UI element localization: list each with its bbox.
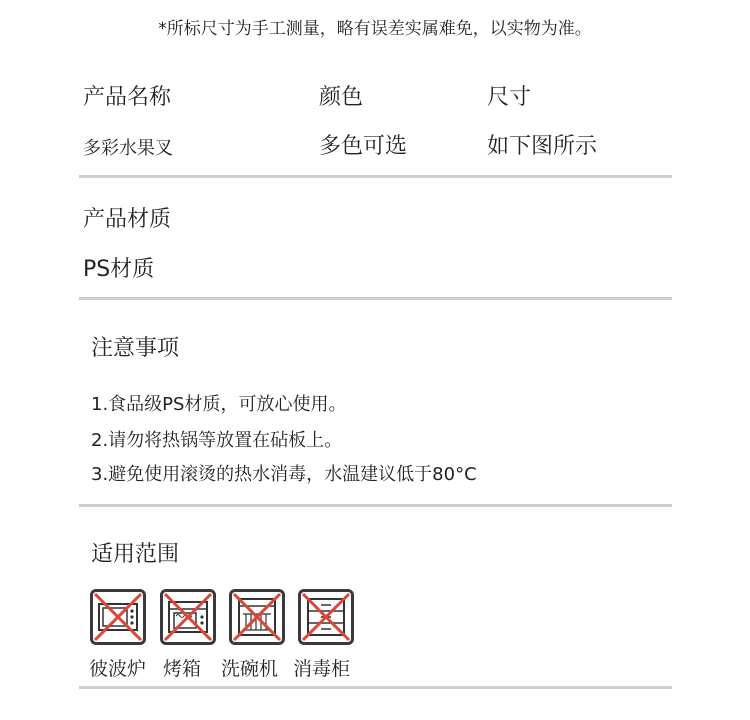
notice-item: 3.避免使用滚烫的热水消毒，水温建议低于80°C	[91, 464, 477, 485]
divider	[79, 175, 672, 178]
usage-label-dishwasher: 洗碗机	[221, 658, 279, 680]
notice-title: 注意事项	[91, 336, 180, 361]
material-label: 产品材质	[83, 207, 172, 232]
sterilizer-cabinet-icon	[298, 589, 354, 645]
notice-item: 1.食品级PS材质，可放心使用。	[91, 394, 347, 415]
size-label: 尺寸	[487, 85, 532, 110]
microwave-icon	[90, 589, 146, 645]
oven-icon	[160, 589, 216, 645]
product-name-value: 多彩水果叉	[83, 138, 173, 159]
usage-label-microwave: 彼波炉	[89, 658, 147, 680]
divider	[79, 297, 672, 300]
usage-label-sterilizer: 消毒柜	[293, 658, 351, 680]
dishwasher-icon	[229, 589, 285, 645]
color-value: 多色可选	[319, 134, 408, 159]
color-label: 颜色	[319, 85, 364, 110]
usage-title: 适用范围	[91, 542, 180, 567]
material-value: PS材质	[83, 257, 155, 282]
size-value: 如下图所示	[487, 134, 598, 159]
usage-label-oven: 烤箱	[163, 658, 202, 680]
divider	[79, 686, 672, 689]
notice-item: 2.请勿将热锅等放置在砧板上。	[91, 430, 343, 451]
product-name-label: 产品名称	[83, 85, 172, 110]
divider	[79, 504, 672, 507]
measurement-note: *所标尺寸为手工测量，略有误差实属难免，以实物为准。	[158, 19, 592, 39]
